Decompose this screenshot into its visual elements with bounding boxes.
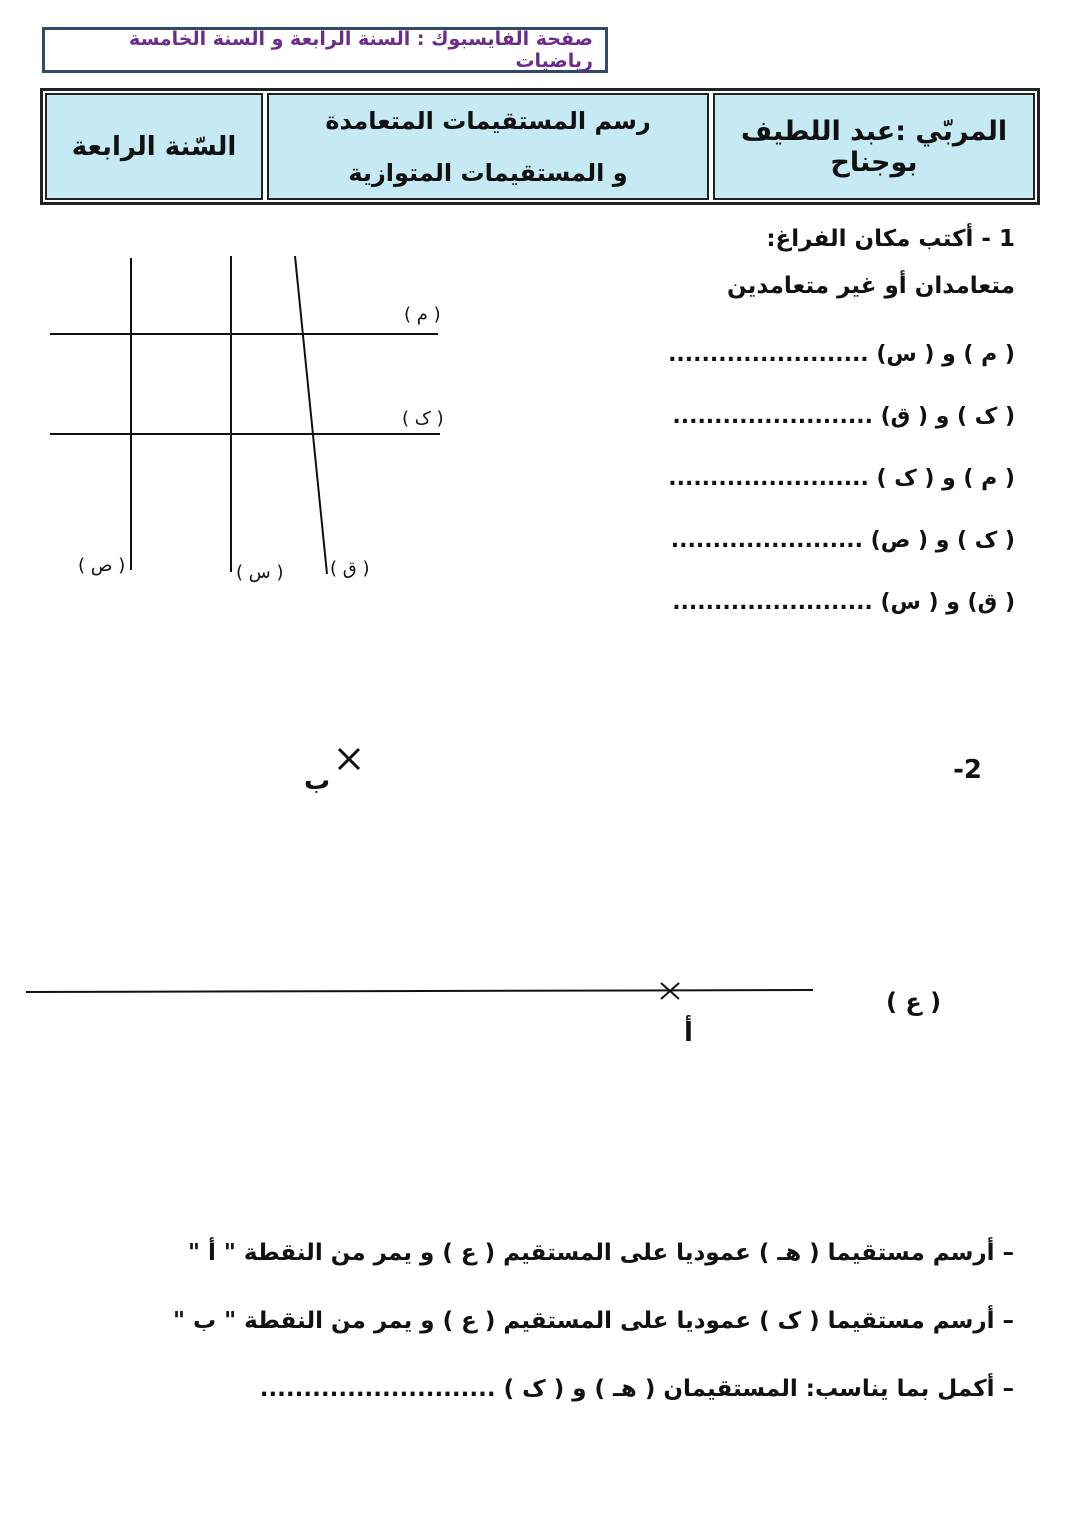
point-b-label: ب [304,766,331,796]
answer-line-5[interactable]: ( ق) و ( س) ........................ [672,590,1015,615]
exercise1-title: 1 - أكتب مكان الفراغ: [766,226,1015,252]
point-b-marker [339,749,359,769]
answer-line-2[interactable]: ( ک ) و ( ق) ........................ [672,404,1015,429]
answer-line-4[interactable]: ( ک ) و ( ص) ....................... [670,528,1015,553]
answer-line-1[interactable]: ( م ) و ( س) ........................ [668,342,1015,367]
instruction-1: – أرسم مستقيما ( هـ ) عموديا على المستقيم ( ع ) و يمر من النقطة " أ " [188,1240,1014,1266]
label-k: ( ک ) [402,408,444,429]
label-s: ( ص ) [78,555,126,576]
exercise2-number: -2 [953,755,982,785]
facebook-banner: صفحة الفايسبوك : السنة الرابعة و السنة الخامسة رياضيات [42,27,608,73]
lesson-title-line1: رسم المستقيمات المتعامدة [325,106,651,135]
instruction-3[interactable]: – أكمل بما يناسب: المستقيمان ( هـ ) و ( ک ) ........................... [259,1376,1014,1402]
teacher-name: المربّي :عبد اللطيف بوجناح [713,93,1035,200]
instruction-2: – أرسم مستقيما ( ک ) عموديا على المستقيم ( ع ) و يمر من النقطة " ب " [173,1308,1014,1334]
exercise1-subtitle: متعامدان أو غير متعامدين [726,273,1015,299]
grade-level: السّنة الرابعة [45,93,263,200]
answer-line-3[interactable]: ( م ) و ( ک ) ........................ [668,466,1015,491]
point-a-label: أ [684,1018,693,1048]
line-q [295,256,327,574]
label-q: ( ق ) [330,558,370,579]
label-m: ( م ) [404,304,441,325]
line-ain-label: ( ع ) [886,988,942,1016]
label-sin: ( س ) [236,562,284,583]
line-ain [26,990,813,992]
lesson-title-line2: و المستقيمات المتوازية [348,158,628,187]
